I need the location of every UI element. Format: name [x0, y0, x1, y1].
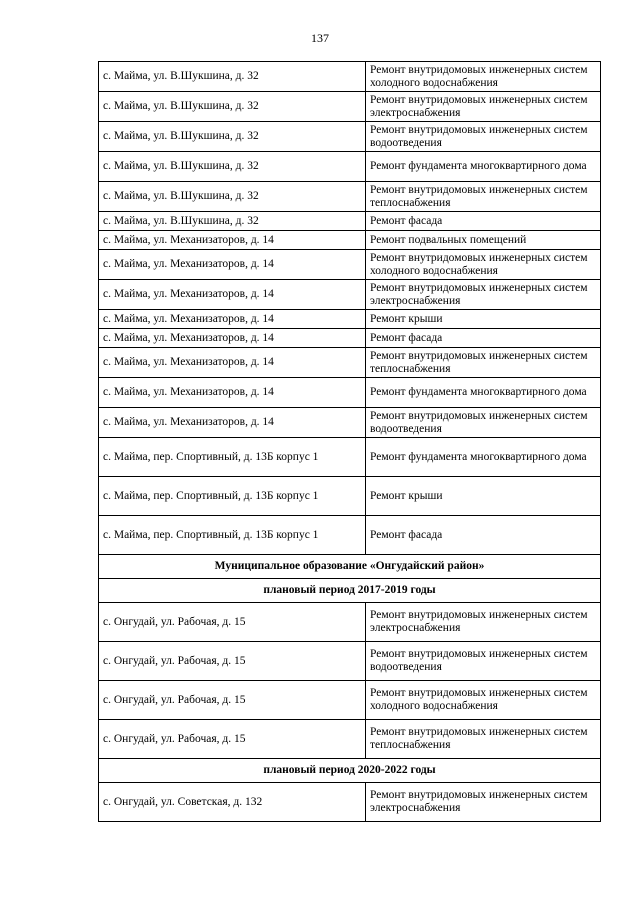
work-type-cell: Ремонт внутридомовых инженерных систем теплоснабжения	[366, 720, 601, 759]
section-heading: плановый период 2017-2019 годы	[99, 579, 601, 603]
work-type-cell: Ремонт внутридомовых инженерных систем электроснабжения	[366, 783, 601, 822]
address-cell: с. Майма, ул. В.Шукшина, д. 32	[99, 62, 366, 92]
address-cell: с. Онгудай, ул. Рабочая, д. 15	[99, 642, 366, 681]
table-row	[99, 477, 601, 516]
table-body	[99, 62, 601, 822]
work-type-cell: Ремонт фасада	[366, 329, 601, 348]
address-cell: с. Майма, пер. Спортивный, д. 13Б корпус 1	[99, 477, 366, 516]
work-type-cell: Ремонт фасада	[366, 516, 601, 555]
repair-schedule-table	[98, 61, 601, 822]
table-row	[99, 603, 601, 642]
work-type-cell: Ремонт фундамента многоквартирного дома	[366, 438, 601, 477]
table-row	[99, 231, 601, 250]
section-heading: Муниципальное образование «Онгудайский район»	[99, 555, 601, 579]
address-cell: с. Майма, ул. Механизаторов, д. 14	[99, 250, 366, 280]
work-type-cell: Ремонт крыши	[366, 477, 601, 516]
table-row	[99, 642, 601, 681]
address-cell: с. Майма, пер. Спортивный, д. 13Б корпус 1	[99, 438, 366, 477]
table-row	[99, 62, 601, 92]
address-cell: с. Майма, ул. В.Шукшина, д. 32	[99, 182, 366, 212]
address-cell: с. Онгудай, ул. Советская, д. 132	[99, 783, 366, 822]
work-type-cell: Ремонт внутридомовых инженерных систем холодного водоснабжения	[366, 62, 601, 92]
section-heading: плановый период 2020-2022 годы	[99, 759, 601, 783]
section-row	[99, 555, 601, 579]
address-cell: с. Майма, ул. В.Шукшина, д. 32	[99, 122, 366, 152]
table-row	[99, 516, 601, 555]
table-row	[99, 348, 601, 378]
work-type-cell: Ремонт подвальных помещений	[366, 231, 601, 250]
address-cell: с. Майма, ул. Механизаторов, д. 14	[99, 408, 366, 438]
work-type-cell: Ремонт крыши	[366, 310, 601, 329]
work-type-cell: Ремонт внутридомовых инженерных систем холодного водоснабжения	[366, 250, 601, 280]
table-row	[99, 438, 601, 477]
address-cell: с. Майма, ул. Механизаторов, д. 14	[99, 280, 366, 310]
work-type-cell: Ремонт внутридомовых инженерных систем водоотведения	[366, 122, 601, 152]
address-cell: с. Майма, ул. Механизаторов, д. 14	[99, 310, 366, 329]
table-row	[99, 783, 601, 822]
work-type-cell: Ремонт внутридомовых инженерных систем холодного водоснабжения	[366, 681, 601, 720]
section-row	[99, 759, 601, 783]
table-row	[99, 212, 601, 231]
work-type-cell: Ремонт внутридомовых инженерных систем электроснабжения	[366, 92, 601, 122]
address-cell: с. Майма, ул. Механизаторов, д. 14	[99, 231, 366, 250]
work-type-cell: Ремонт внутридомовых инженерных систем теплоснабжения	[366, 348, 601, 378]
address-cell: с. Майма, ул. В.Шукшина, д. 32	[99, 212, 366, 231]
work-type-cell: Ремонт фундамента многоквартирного дома	[366, 378, 601, 408]
table-row	[99, 122, 601, 152]
address-cell: с. Майма, ул. В.Шукшина, д. 32	[99, 92, 366, 122]
work-type-cell: Ремонт внутридомовых инженерных систем электроснабжения	[366, 603, 601, 642]
table-row	[99, 152, 601, 182]
work-type-cell: Ремонт внутридомовых инженерных систем теплоснабжения	[366, 182, 601, 212]
work-type-cell: Ремонт фундамента многоквартирного дома	[366, 152, 601, 182]
table-row	[99, 378, 601, 408]
address-cell: с. Онгудай, ул. Рабочая, д. 15	[99, 720, 366, 759]
address-cell: с. Онгудай, ул. Рабочая, д. 15	[99, 603, 366, 642]
table-row	[99, 250, 601, 280]
table-row	[99, 92, 601, 122]
work-type-cell: Ремонт внутридомовых инженерных систем водоотведения	[366, 642, 601, 681]
address-cell: с. Майма, пер. Спортивный, д. 13Б корпус 1	[99, 516, 366, 555]
table-row	[99, 310, 601, 329]
address-cell: с. Онгудай, ул. Рабочая, д. 15	[99, 681, 366, 720]
table-row	[99, 720, 601, 759]
table-row	[99, 280, 601, 310]
address-cell: с. Майма, ул. Механизаторов, д. 14	[99, 348, 366, 378]
work-type-cell: Ремонт фасада	[366, 212, 601, 231]
page-number: 137	[311, 31, 329, 45]
table-row	[99, 408, 601, 438]
address-cell: с. Майма, ул. В.Шукшина, д. 32	[99, 152, 366, 182]
address-cell: с. Майма, ул. Механизаторов, д. 14	[99, 329, 366, 348]
address-cell: с. Майма, ул. Механизаторов, д. 14	[99, 378, 366, 408]
section-row	[99, 579, 601, 603]
table-row	[99, 182, 601, 212]
work-type-cell: Ремонт внутридомовых инженерных систем электроснабжения	[366, 280, 601, 310]
work-type-cell: Ремонт внутридомовых инженерных систем водоотведения	[366, 408, 601, 438]
table-row	[99, 681, 601, 720]
table-row	[99, 329, 601, 348]
